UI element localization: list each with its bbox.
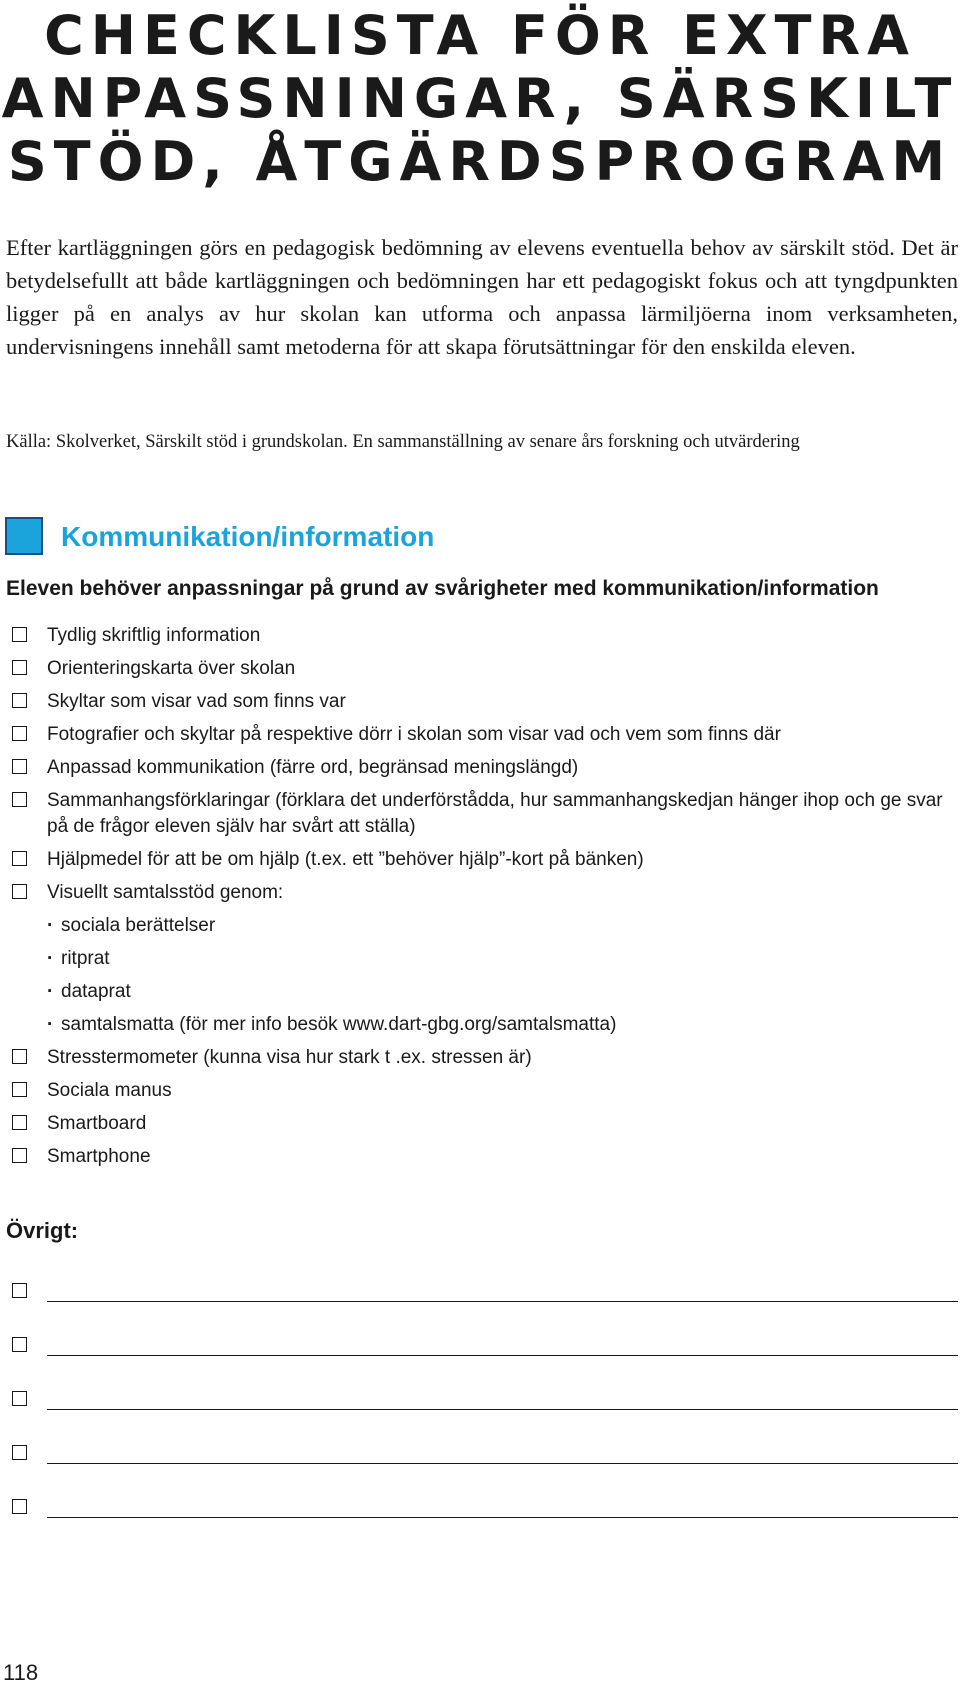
- checklist-sub-item-label: dataprat: [61, 981, 131, 1002]
- checklist-item-label: Fotografier och skyltar på respektive dörr i skolan som visar vad och vem som finns där: [47, 724, 781, 745]
- checklist-item-label: Stresstermometer (kunna visa hur stark t .ex. stressen är): [47, 1047, 532, 1068]
- checklist-item-label: Hjälpmedel för att be om hjälp (t.ex. ett ”behöver hjälp”-kort på bänken): [47, 849, 644, 870]
- bullet-icon: ·: [47, 915, 54, 936]
- page-number: 118: [3, 1660, 39, 1685]
- checklist-item-label: Orienteringskarta över skolan: [47, 658, 296, 679]
- blank-write-line[interactable]: [47, 1463, 958, 1464]
- checkbox-icon[interactable]: [12, 759, 27, 774]
- checklist-item: [0, 620, 960, 653]
- source-citation: Källa: Skolverket, Särskilt stöd i grundskolan. En sammanställning av senare års forskning och utvärdering: [6, 432, 800, 452]
- checklist-item: [0, 1042, 960, 1075]
- checklist-sub-item-label: samtalsmatta (för mer info besök www.dart-gbg.org/samtalsmatta): [61, 1014, 617, 1035]
- checklist-item-label: Skyltar som visar vad som finns var: [47, 691, 346, 712]
- bullet-icon: ·: [47, 948, 54, 969]
- section-heading: Kommunikation/information: [61, 521, 435, 552]
- checklist-item: [0, 1075, 960, 1108]
- title-line: STÖD, ÅTGÄRDSPROGRAM: [7, 130, 953, 193]
- blank-entry-row: [0, 1275, 960, 1305]
- checkbox-icon[interactable]: [12, 792, 27, 807]
- checklist-item-label: Sociala manus: [47, 1080, 172, 1101]
- bullet-icon: ·: [47, 981, 54, 1002]
- blank-write-line[interactable]: [47, 1355, 958, 1356]
- checklist: [0, 620, 960, 1174]
- checkbox-icon[interactable]: [12, 851, 27, 866]
- checkbox-icon[interactable]: [12, 660, 27, 675]
- checkbox-icon[interactable]: [12, 1499, 27, 1514]
- checklist-item-label: Tydlig skriftlig information: [47, 625, 261, 646]
- bullet-icon: ·: [47, 1014, 54, 1035]
- checklist-item: [0, 719, 960, 752]
- checkbox-icon[interactable]: [12, 1445, 27, 1460]
- checklist-item: [0, 844, 960, 877]
- intro-paragraph: Efter kartläggningen görs en pedagogisk bedömning av elevens eventuella behov av särskilt stöd. Det är betydelsefullt att både kartläggningen och bedömningen har ett pedagogiskt fokus och att tyngdpunkten ligger på en analys av hur skolan kan utforma och anpassa lärmiljöerna inom verksamheten, undervisningens innehåll samt metoderna för att skapa förutsättningar för den enskilda eleven.: [6, 235, 958, 359]
- page-title: [0, 4, 960, 193]
- checklist-item: [0, 653, 960, 686]
- checklist-item: [0, 1108, 960, 1141]
- checklist-sub-item: [0, 943, 960, 976]
- checkbox-icon[interactable]: [12, 726, 27, 741]
- checklist-item-label: Smartphone: [47, 1146, 151, 1167]
- checklist-item: [0, 877, 960, 910]
- blank-entry-row: [0, 1383, 960, 1413]
- checklist-sub-item: [0, 976, 960, 1009]
- checkbox-icon[interactable]: [12, 1337, 27, 1352]
- checklist-item: [0, 686, 960, 719]
- title-line: CHECKLISTA FÖR EXTRA: [44, 4, 916, 67]
- checkbox-icon[interactable]: [12, 693, 27, 708]
- section-marker-square: [5, 517, 43, 555]
- blank-write-line[interactable]: [47, 1409, 958, 1410]
- section-subheading: Eleven behöver anpassningar på grund av svårigheter med kommunikation/information: [6, 577, 879, 600]
- checklist-item-label: Sammanhangsförklaringar (förklara det underförstådda, hur sammanhangskedjan hänger ihop och ge svar på de frågor eleven själv har svårt att ställa): [47, 790, 943, 837]
- other-heading: Övrigt:: [6, 1218, 79, 1243]
- checkbox-icon[interactable]: [12, 884, 27, 899]
- blank-write-line[interactable]: [47, 1301, 958, 1302]
- checklist-item-label: Smartboard: [47, 1113, 147, 1134]
- blank-entry-row: [0, 1491, 960, 1521]
- checklist-item: [0, 785, 960, 844]
- blank-entry-row: [0, 1329, 960, 1359]
- checkbox-icon[interactable]: [12, 627, 27, 642]
- checklist-item-label: Anpassad kommunikation (färre ord, begränsad meningslängd): [47, 757, 579, 778]
- checklist-sub-item-label: ritprat: [61, 948, 110, 969]
- checklist-sub-item: [0, 1009, 960, 1042]
- blank-entry-row: [0, 1437, 960, 1467]
- blank-write-line[interactable]: [47, 1517, 958, 1518]
- title-line: ANPASSNINGAR, SÄRSKILT: [1, 67, 959, 130]
- checkbox-icon[interactable]: [12, 1115, 27, 1130]
- checkbox-icon[interactable]: [12, 1049, 27, 1064]
- checklist-item: [0, 752, 960, 785]
- checklist-sub-item: [0, 910, 960, 943]
- checkbox-icon[interactable]: [12, 1283, 27, 1298]
- checklist-sub-item-label: sociala berättelser: [61, 915, 216, 936]
- checkbox-icon[interactable]: [12, 1082, 27, 1097]
- checklist-item-label: Visuellt samtalsstöd genom:: [47, 882, 284, 903]
- checkbox-icon[interactable]: [12, 1148, 27, 1163]
- checklist-item: [0, 1141, 960, 1174]
- checkbox-icon[interactable]: [12, 1391, 27, 1406]
